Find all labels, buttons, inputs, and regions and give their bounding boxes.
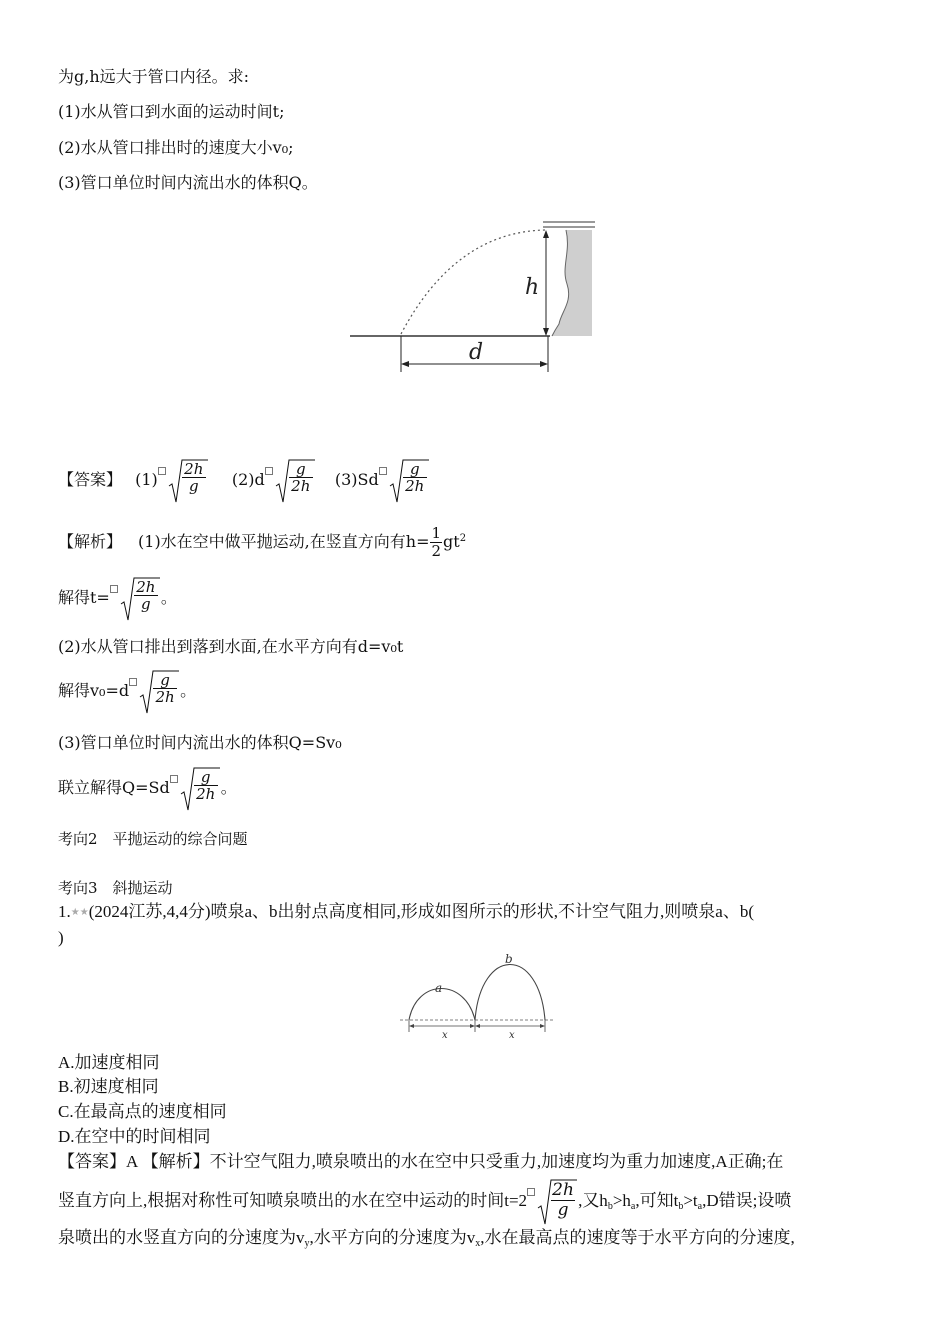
answer-2-line-2: 竖直方向上,根据对称性可知喷泉喷出的水在空中运动的时间t=2 2h g ,又$h_b>h_a$,可知$t_b>t_a,D$错误;设喷: [58, 1176, 791, 1226]
sqrt-2h-over-g: 2h g: [168, 458, 208, 504]
answer-2-line-1: 【答案】A 【解析】不计空气阻力,喷泉喷出的水在空中只受重力,加速度均为重力加速度,A正确;在: [58, 1152, 784, 1171]
intro-line: 为g,h远大于管口内径。求:: [58, 67, 250, 86]
sqrt-g-over-2h: g 2h: [275, 458, 315, 504]
option-b: B.初速度相同: [58, 1077, 159, 1096]
analysis-line-3: (2)水从管口排出到落到水面,在水平方向有d=v₀t: [58, 637, 404, 656]
figure-waterfall: [345, 212, 605, 382]
sqrt-g-over-2h: g 2h: [389, 458, 429, 504]
answer-1: [58, 455, 430, 505]
sqrt-g-over-2h: g 2h: [139, 669, 179, 715]
sqrt-2h-over-g: 2h g: [537, 1178, 577, 1226]
height-label: h: [525, 275, 540, 300]
distance-label: d: [469, 340, 484, 365]
fountain-b-label: b: [505, 952, 513, 966]
analysis-line-6: 联立解得Q=Sd g 2h 。: [58, 764, 237, 812]
section-heading-2: 考向2 平抛运动的综合问题: [58, 830, 248, 848]
question-3: (3)管口单位时间内流出水的体积Q。: [58, 173, 318, 192]
question-stem: 1.★★(2024江苏,4,4分)喷泉a、b出射点高度相同,形成如图所示的形状,不计空气阻力,则喷泉a、b(: [58, 902, 755, 921]
answer-part-3: (3)Sd: [334, 470, 379, 489]
option-d: D.在空中的时间相同: [58, 1127, 211, 1146]
range-x2-label: x: [509, 1030, 515, 1040]
analysis-line-2: 解得t= 2h g 。: [58, 574, 177, 622]
option-a: A.加速度相同: [58, 1053, 160, 1072]
analysis-line-5: (3)管口单位时间内流出水的体积Q=Sv₀: [58, 733, 342, 752]
section-heading-3: 考向3 斜抛运动: [58, 879, 173, 897]
placeholder-box: [110, 585, 118, 593]
placeholder-box: [265, 467, 273, 475]
analysis-line-1: 【解析】 (1)水在空中做平抛运动,在竖直方向有h= $\frac{1}{2}$ $gt^2$: [58, 524, 467, 560]
sqrt-2h-over-g: 2h g: [120, 576, 160, 622]
figure-fountains: [395, 950, 560, 1040]
question-stem-end: ): [58, 928, 64, 947]
fountain-a-label: a: [435, 981, 443, 995]
question-1: (1)水从管口到水面的运动时间t;: [58, 102, 285, 121]
placeholder-box: [158, 467, 166, 475]
difficulty-stars-icon: ★★: [70, 907, 89, 918]
analysis-tag: 【解析】: [58, 532, 123, 551]
placeholder-box: [379, 467, 387, 475]
answer-part-2: (2)d: [231, 470, 265, 489]
placeholder-box: [129, 678, 137, 686]
answer-2-line-3: 泉喷出的水竖直方向的分速度为$v_y$,水平方向的分速度为$v_x$,水在最高点的速度等于水平方向的分速度,: [58, 1228, 795, 1249]
sqrt-g-over-2h: g 2h: [180, 766, 220, 812]
answer-tag: 【答案】: [58, 470, 123, 489]
option-c: C.在最高点的速度相同: [58, 1102, 227, 1121]
analysis-line-4: 解得v₀=d g 2h 。: [58, 667, 196, 715]
range-x1-label: x: [442, 1030, 448, 1040]
fraction-half: $\frac{1}{2}$: [431, 524, 442, 560]
question-2: (2)水从管口排出时的速度大小v₀;: [58, 138, 294, 157]
placeholder-box: [170, 775, 178, 783]
answer-part-1: (1): [135, 470, 158, 489]
placeholder-box: [527, 1188, 535, 1196]
